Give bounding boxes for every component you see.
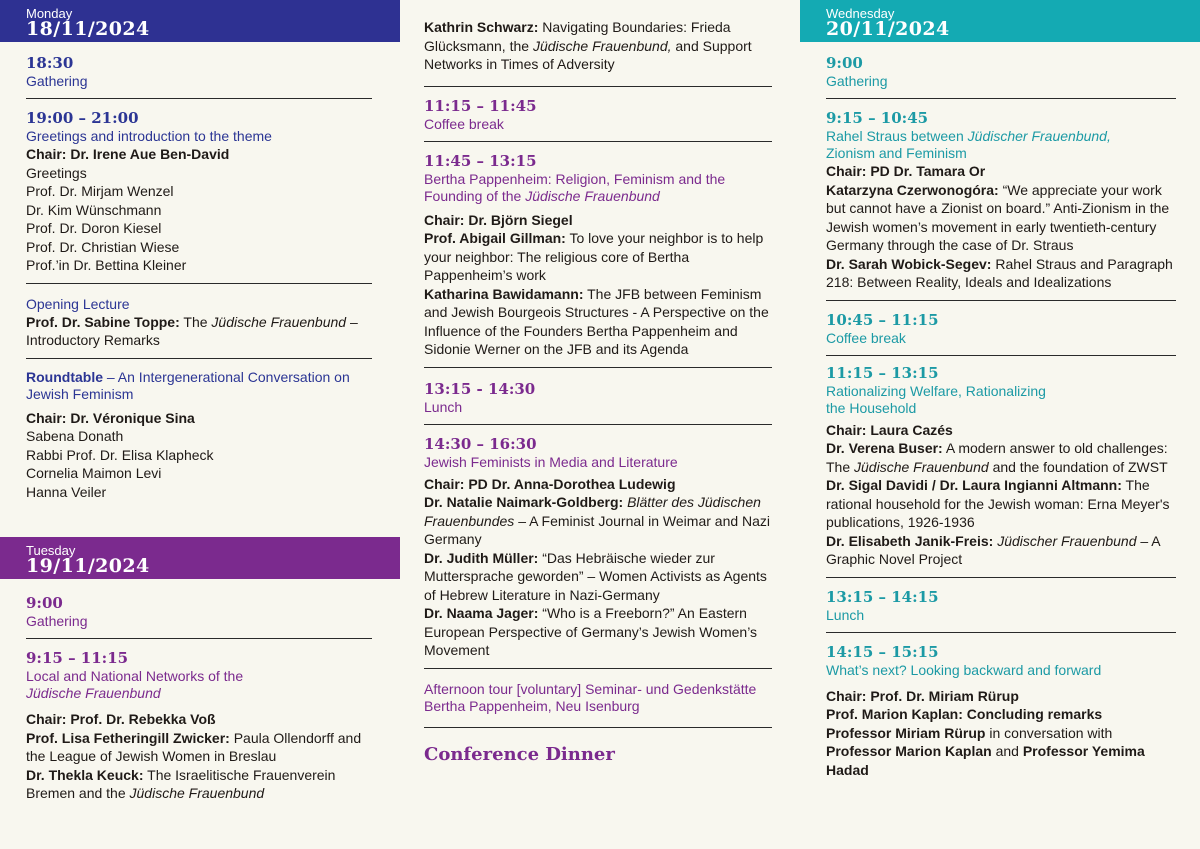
session-time: 11:15 – 11:45 [424, 96, 537, 115]
speaker-line: Greetings [26, 164, 87, 181]
session-title: Gathering [826, 73, 888, 89]
date-label: 18/11/2024 [26, 18, 150, 40]
talk: Dr. Natalie Naimark-Goldberg: Blätter des Jüdischen Frauenbundes – A Feminist Journal in Weimar and Nazi Germany [424, 494, 771, 547]
session-title: Gathering [26, 613, 88, 629]
session-time: 9:15 – 10:45 [826, 109, 929, 127]
session-conference-dinner [424, 728, 772, 773]
session-wednesday-gathering [826, 42, 1176, 99]
day-label: Tuesday [26, 543, 76, 558]
talk: Dr. Elisabeth Janik-Freis: Jüdischer Frauenbund – A Graphic Novel Project [826, 532, 1160, 567]
session-title: Rationalizing Welfare, Rationalizing the Household [826, 382, 1046, 416]
session-monday-greetings [26, 99, 372, 284]
session-local-networks-continued [424, 18, 772, 87]
session-chair: Chair: PD Dr. Anna-Dorothea Ludewig [424, 475, 676, 492]
speaker-line: Dr. Kim Wünschmann [26, 201, 162, 218]
session-whats-next [826, 633, 1176, 788]
talk: Prof. Dr. Sabine Toppe: The Jüdische Frauenbund – Introductory Remarks [26, 313, 358, 348]
talk: Dr. Sigal Davidi / Dr. Laura Ingianni Altmann: The rational household for the Jewish woman: Erna Meyer's publications, 1926-1936 [826, 477, 1170, 530]
session-time: 10:45 – 11:15 [826, 310, 939, 329]
speaker-line: Cornelia Maimon Levi [26, 465, 162, 481]
session-chair: Chair: Dr. Irene Aue Ben-David [26, 146, 230, 162]
session-title: Greetings and introduction to the theme [26, 128, 272, 144]
talk: Kathrin Schwarz: Navigating Boundaries: Frieda Glücksmann, the Jüdische Frauenbund, and Support Networks in Times of Adversity [424, 19, 752, 72]
session-time: 13:15 – 14:15 [826, 587, 939, 606]
talk: Prof. Abigail Gillman: To love your neighbor is to help your neighbor: The religious core of Bertha Pappenheim’s work [424, 230, 764, 283]
session-lunch [424, 368, 772, 425]
session-chair: Chair: Laura Cazés [826, 421, 953, 438]
speaker-line: Prof.’in Dr. Bettina Kleiner [26, 257, 187, 273]
talk: Dr. Judith Müller: “Das Hebräische wieder zur Muttersprache geworden” – Women Activists as Agents of Hebrew Literature in Nazi-Germany [424, 549, 767, 603]
session-title: Coffee break [424, 115, 504, 132]
session-title: Rahel Straus between Jüdischer Frauenbund, Zionism and Feminism [826, 128, 1111, 161]
session-chair: Chair: Dr. Véronique Sina [26, 409, 195, 426]
session-roundtable [26, 359, 372, 510]
session-coffee-break [424, 87, 772, 142]
session-time: 9:15 – 11:15 [26, 649, 129, 667]
session-title: Coffee break [826, 329, 906, 346]
talk: Dr. Verena Buser: A modern answer to old challenges: The Jüdische Frauenbund and the foundation of ZWST [826, 440, 1168, 475]
session-title: Lunch [826, 606, 865, 623]
session-time: 18:30 [26, 54, 74, 72]
session-coffee-break [826, 301, 1176, 356]
column-monday-tuesday [0, 0, 400, 801]
session-time: 9:00 [26, 594, 63, 612]
session-media-literature [424, 425, 772, 669]
talk: Professor Marion Kaplan and Professor Yemima Hadad [826, 743, 1145, 778]
column-tuesday-continued [400, 0, 800, 773]
session-title: Gathering [26, 73, 88, 89]
talk: Professor Miriam Rürup in conversation with [826, 724, 1113, 741]
session-rationalizing-welfare [826, 356, 1176, 578]
talk: Katharina Bawidamann: The JFB between Feminism and Jewish Bourgeois Structures - A Perspective on the Influence of the Founders Bertha Pappenheim and Sidonie Werner on the JFB and its Agenda [424, 285, 769, 357]
session-lunch [826, 578, 1176, 633]
date-label: 19/11/2024 [26, 555, 150, 577]
session-time: 14:30 – 16:30 [424, 434, 537, 453]
session-title: Roundtable – An Intergenerational Conversation on Jewish Feminism [26, 368, 350, 402]
speaker-line: Hanna Veiler [26, 483, 107, 500]
session-opening-lecture [26, 284, 372, 359]
monday-header [0, 0, 400, 42]
session-time: 13:15 - 14:30 [424, 379, 536, 398]
talk: Dr. Sarah Wobick-Segev: Rahel Straus and Paragraph 218: Between Reality, Ideals and Idealizations [826, 255, 1173, 290]
session-time: 11:45 – 13:15 [424, 151, 537, 170]
session-title: Local and National Networks of the Jüdische Frauenbund [26, 668, 244, 701]
session-title: Conference Dinner [424, 743, 615, 765]
session-title: What’s next? Looking backward and forward [826, 661, 1102, 678]
session-title: Lunch [424, 398, 463, 415]
speaker-line: Sabena Donath [26, 428, 124, 444]
session-rahel-straus [826, 99, 1176, 301]
session-time: 14:15 – 15:15 [826, 642, 939, 661]
session-title: Afternoon tour [voluntary] Seminar- und Gedenkstätte Bertha Pappenheim, Neu Isenburg [424, 680, 757, 714]
session-local-networks [26, 639, 372, 811]
day-label: Monday [26, 6, 73, 21]
session-chair: Chair: Dr. Björn Siegel [424, 211, 573, 228]
speaker-line: Prof. Dr. Doron Kiesel [26, 220, 162, 236]
session-time: 11:15 – 13:15 [826, 363, 939, 382]
talk: Prof. Lisa Fetheringill Zwicker: Paula Ollendorff and the League of Jewish Women in Breslau [26, 729, 362, 764]
talk: Katarzyna Czerwonogóra: “We appreciate your work but cannot have a Zionist on board.” Anti-Zionism in the Jewish women’s movement in early twentieth-century Germany through the case of Dr. Straus [826, 181, 1170, 253]
session-bertha-pappenheim [424, 142, 772, 368]
wednesday-header [800, 0, 1200, 42]
day-label: Wednesday [826, 6, 895, 21]
column-wednesday [800, 0, 1200, 787]
talk: Dr. Thekla Keuck: The Israelitische Frauenverein Bremen and the Jüdische Frauenbund [26, 766, 336, 801]
speaker-line: Prof. Dr. Mirjam Wenzel [26, 183, 174, 199]
talk: Prof. Marion Kaplan: Concluding remarks [826, 706, 1103, 722]
session-title: Jewish Feminists in Media and Literature [424, 453, 678, 470]
session-time: 9:00 [826, 54, 863, 72]
session-chair: Chair: PD Dr. Tamara Or [826, 163, 986, 179]
session-chair: Chair: Prof. Dr. Rebekka Voß [26, 711, 216, 727]
date-label: 20/11/2024 [826, 18, 950, 40]
session-tuesday-gathering [26, 586, 372, 639]
session-monday-gathering [26, 42, 372, 99]
talk: Dr. Naama Jager: “Who is a Freeborn?” An Eastern European Perspective of Germany’s Jewish Women’s Movement [424, 605, 758, 658]
tuesday-header [0, 537, 400, 579]
speaker-line: Rabbi Prof. Dr. Elisa Klapheck [26, 446, 214, 463]
session-title: Opening Lecture [26, 295, 130, 312]
session-chair: Chair: Prof. Dr. Miriam Rürup [826, 687, 1019, 704]
session-afternoon-tour [424, 669, 772, 728]
speaker-line: Prof. Dr. Christian Wiese [26, 238, 180, 255]
session-time: 19:00 – 21:00 [26, 109, 139, 127]
session-title: Bertha Pappenheim: Religion, Feminism and the Founding of the Jüdische Frauenbund [424, 170, 726, 204]
